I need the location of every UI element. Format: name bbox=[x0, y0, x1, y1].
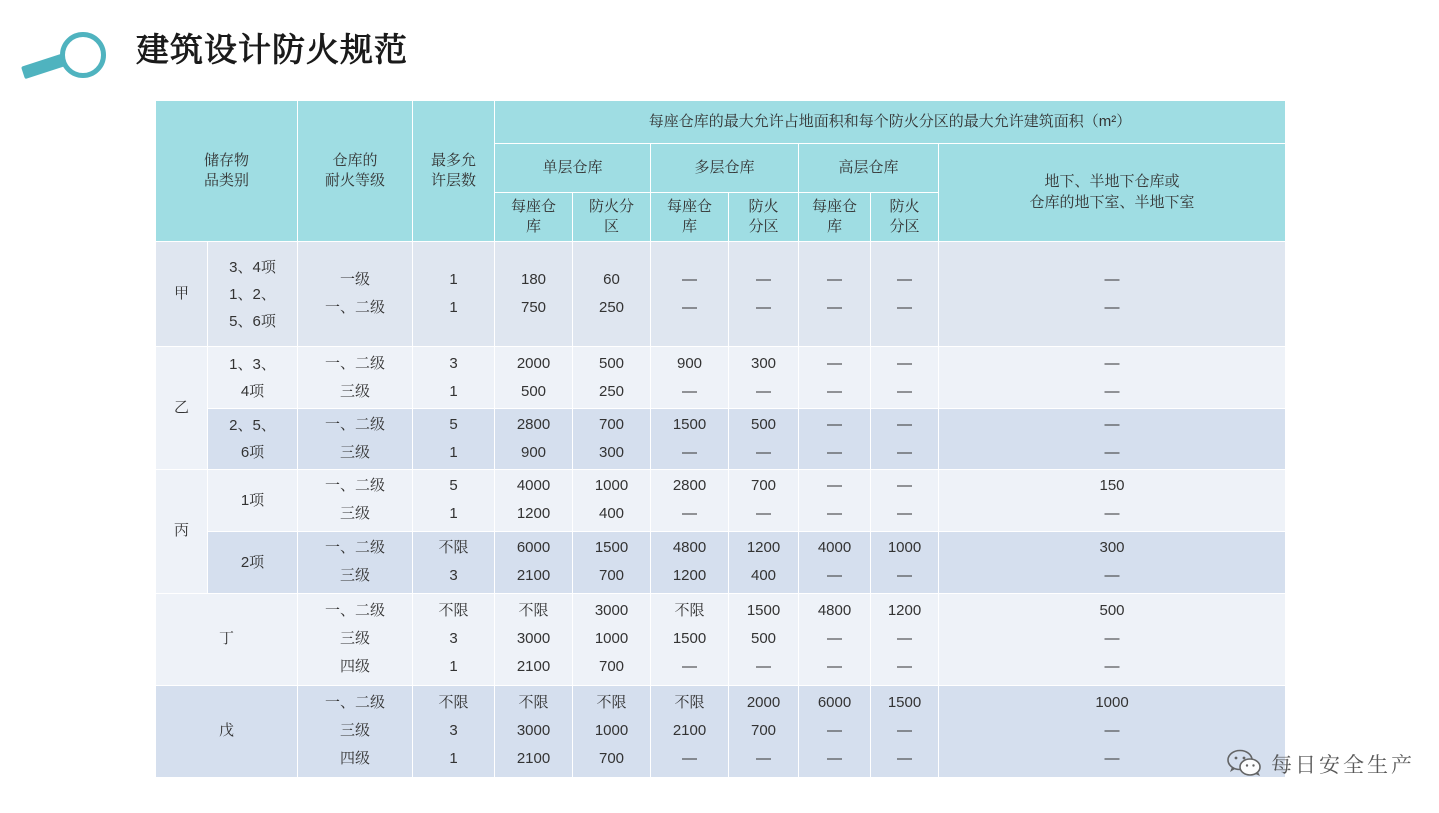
cell-high-zone: 1200 — — bbox=[871, 593, 939, 685]
table-row bbox=[156, 685, 1286, 777]
cell-single-warehouse: 2000 500 bbox=[495, 347, 573, 409]
cell-high-zone: — — bbox=[871, 347, 939, 409]
cell-single-zone: 不限 1000 700 bbox=[573, 685, 651, 777]
cell-category: 丙 bbox=[156, 469, 208, 593]
cell-high-zone: — — bbox=[871, 469, 939, 531]
cell-fire-rating: 一、二级 三级 bbox=[298, 409, 413, 470]
cell-subcategory: 2、5、 6项 bbox=[208, 409, 298, 470]
cell-underground-zone: 150 — bbox=[939, 469, 1286, 531]
cell-high-warehouse: — — bbox=[799, 409, 871, 470]
cell-high-warehouse: — — bbox=[799, 347, 871, 409]
cell-multi-warehouse: 2800 — bbox=[651, 469, 729, 531]
cell-single-warehouse: 不限 3000 2100 bbox=[495, 593, 573, 685]
cell-multi-zone: 700 — bbox=[729, 469, 799, 531]
watermark bbox=[1227, 749, 1415, 779]
cell-high-zone: — — bbox=[871, 242, 939, 347]
th-multi-each-warehouse: 每座仓 库 bbox=[651, 193, 729, 242]
cell-underground-zone: — — bbox=[939, 347, 1286, 409]
cell-max-floors: 3 1 bbox=[413, 347, 495, 409]
th-single-fire-zone: 防火分 区 bbox=[573, 193, 651, 242]
cell-subcategory: 2项 bbox=[208, 531, 298, 593]
magnifier-icon bbox=[12, 18, 108, 78]
cell-multi-zone: 1500 500 — bbox=[729, 593, 799, 685]
cell-underground-zone: 1000 — — bbox=[939, 685, 1286, 777]
cell-high-zone: — — bbox=[871, 409, 939, 470]
cell-high-warehouse: 6000 — — bbox=[799, 685, 871, 777]
cell-single-warehouse: 4000 1200 bbox=[495, 469, 573, 531]
table-row bbox=[156, 469, 1286, 531]
cell-underground-zone: 500 — — bbox=[939, 593, 1286, 685]
th-single-storey-warehouse: 单层仓库 bbox=[495, 144, 651, 193]
cell-subcategory: 3、4项 1、2、 5、6项 bbox=[208, 242, 298, 347]
cell-high-warehouse: 4000 — bbox=[799, 531, 871, 593]
fire-code-table-container bbox=[155, 100, 1285, 778]
cell-high-warehouse: 4800 — — bbox=[799, 593, 871, 685]
cell-category: 戊 bbox=[156, 685, 298, 777]
table-row bbox=[156, 242, 1286, 347]
cell-max-floors: 不限 3 bbox=[413, 531, 495, 593]
fire-code-table bbox=[155, 100, 1286, 778]
wechat-official-account-icon bbox=[1227, 749, 1261, 779]
magnifier-handle bbox=[21, 53, 65, 78]
cell-underground-zone: — — bbox=[939, 409, 1286, 470]
cell-multi-warehouse: 1500 — bbox=[651, 409, 729, 470]
table-row bbox=[156, 409, 1286, 470]
table-body bbox=[156, 242, 1286, 778]
th-max-floors: 最多允 许层数 bbox=[413, 101, 495, 242]
th-high-fire-zone: 防火 分区 bbox=[871, 193, 939, 242]
cell-fire-rating: 一、二级 三级 四级 bbox=[298, 685, 413, 777]
th-fire-rating: 仓库的 耐火等级 bbox=[298, 101, 413, 242]
cell-single-zone: 1000 400 bbox=[573, 469, 651, 531]
cell-max-floors: 不限 3 1 bbox=[413, 593, 495, 685]
cell-fire-rating: 一级 一、二级 bbox=[298, 242, 413, 347]
cell-high-zone: 1000 — bbox=[871, 531, 939, 593]
cell-max-floors: 不限 3 1 bbox=[413, 685, 495, 777]
th-storage-category: 储存物 品类别 bbox=[156, 101, 298, 242]
th-area-group: 每座仓库的最大允许占地面积和每个防火分区的最大允许建筑面积（m²） bbox=[495, 101, 1286, 144]
th-multi-storey-warehouse: 多层仓库 bbox=[651, 144, 799, 193]
cell-multi-zone: — — bbox=[729, 242, 799, 347]
table-row bbox=[156, 593, 1286, 685]
watermark-text: 每日安全生产 bbox=[1271, 754, 1415, 777]
cell-multi-zone: 300 — bbox=[729, 347, 799, 409]
cell-single-warehouse: 2800 900 bbox=[495, 409, 573, 470]
magnifier-ring bbox=[60, 32, 106, 78]
cell-single-zone: 60 250 bbox=[573, 242, 651, 347]
page-title: 建筑设计防火规范 bbox=[136, 31, 408, 68]
cell-multi-zone: 1200 400 bbox=[729, 531, 799, 593]
th-underground-warehouse: 地下、半地下仓库或 仓库的地下室、半地下室 bbox=[939, 144, 1286, 242]
cell-max-floors: 1 1 bbox=[413, 242, 495, 347]
cell-fire-rating: 一、二级 三级 bbox=[298, 469, 413, 531]
cell-multi-warehouse: 不限 2100 — bbox=[651, 685, 729, 777]
cell-category: 乙 bbox=[156, 347, 208, 470]
th-high-rise-warehouse: 高层仓库 bbox=[799, 144, 939, 193]
cell-max-floors: 5 1 bbox=[413, 409, 495, 470]
cell-fire-rating: 一、二级 三级 bbox=[298, 531, 413, 593]
cell-multi-warehouse: — — bbox=[651, 242, 729, 347]
cell-single-warehouse: 6000 2100 bbox=[495, 531, 573, 593]
cell-category: 甲 bbox=[156, 242, 208, 347]
cell-fire-rating: 一、二级 三级 bbox=[298, 347, 413, 409]
table-row bbox=[156, 347, 1286, 409]
table-header bbox=[156, 101, 1286, 242]
cell-high-warehouse: — — bbox=[799, 469, 871, 531]
cell-single-zone: 500 250 bbox=[573, 347, 651, 409]
cell-underground-zone: — — bbox=[939, 242, 1286, 347]
cell-high-warehouse: — — bbox=[799, 242, 871, 347]
cell-single-warehouse: 不限 3000 2100 bbox=[495, 685, 573, 777]
cell-single-zone: 1500 700 bbox=[573, 531, 651, 593]
cell-fire-rating: 一、二级 三级 四级 bbox=[298, 593, 413, 685]
cell-subcategory: 1、3、 4项 bbox=[208, 347, 298, 409]
th-multi-fire-zone: 防火 分区 bbox=[729, 193, 799, 242]
cell-multi-warehouse: 不限 1500 — bbox=[651, 593, 729, 685]
cell-category: 丁 bbox=[156, 593, 298, 685]
page-header bbox=[0, 0, 1439, 95]
cell-single-zone: 3000 1000 700 bbox=[573, 593, 651, 685]
cell-high-zone: 1500 — — bbox=[871, 685, 939, 777]
th-single-each-warehouse: 每座仓 库 bbox=[495, 193, 573, 242]
cell-single-warehouse: 180 750 bbox=[495, 242, 573, 347]
table-header-row-1 bbox=[156, 101, 1286, 144]
cell-single-zone: 700 300 bbox=[573, 409, 651, 470]
cell-multi-zone: 2000 700 — bbox=[729, 685, 799, 777]
cell-subcategory: 1项 bbox=[208, 469, 298, 531]
cell-multi-warehouse: 4800 1200 bbox=[651, 531, 729, 593]
cell-multi-zone: 500 — bbox=[729, 409, 799, 470]
th-high-each-warehouse: 每座仓 库 bbox=[799, 193, 871, 242]
cell-multi-warehouse: 900 — bbox=[651, 347, 729, 409]
cell-max-floors: 5 1 bbox=[413, 469, 495, 531]
cell-underground-zone: 300 — bbox=[939, 531, 1286, 593]
table-row bbox=[156, 531, 1286, 593]
